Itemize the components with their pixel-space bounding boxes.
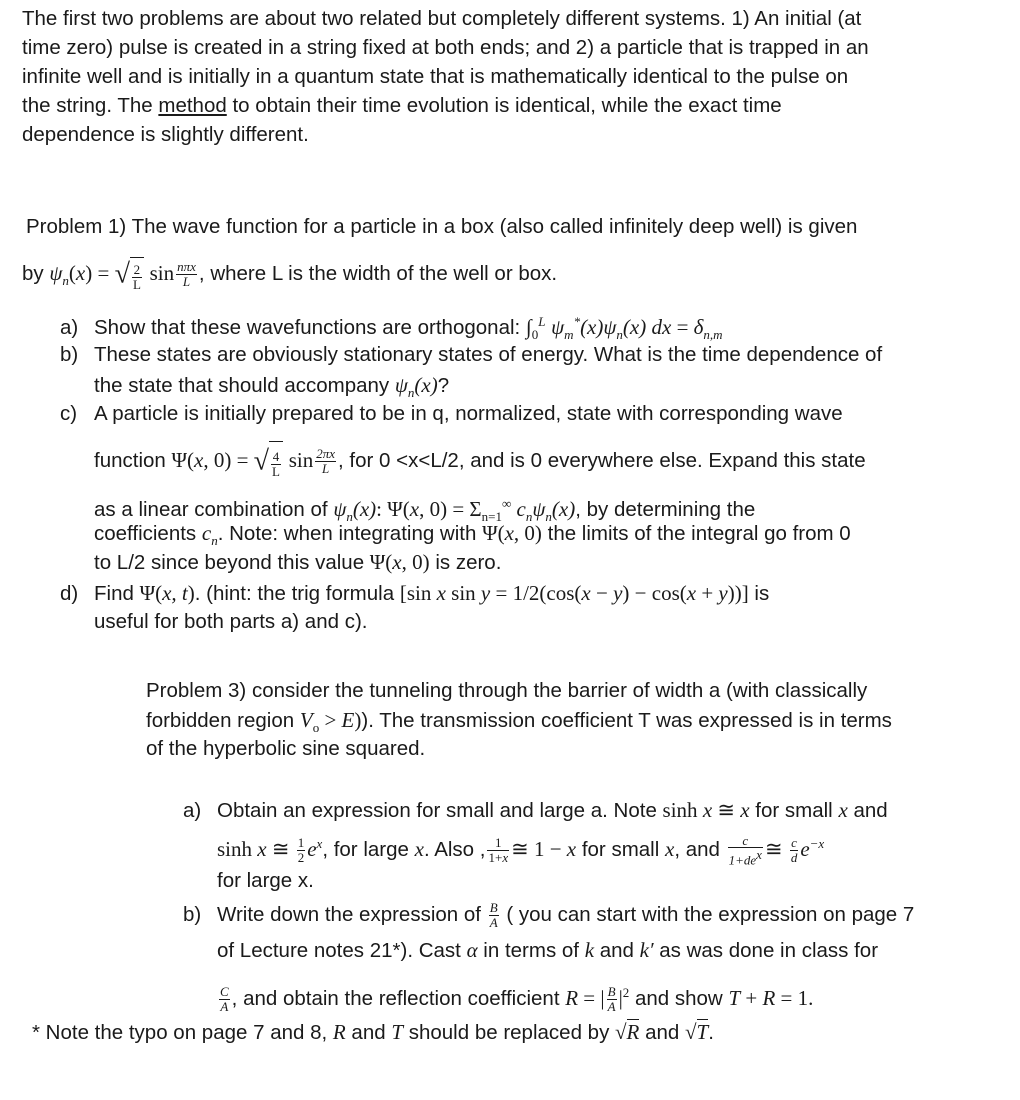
- problem1-part-c-4: coefficients $c_n$. Note: when integrating with Ψ(x, 0) the limits of the integral go from 0: [94, 521, 851, 549]
- method-underlined: method: [158, 94, 227, 117]
- problem1-part-b-2: the state that should accompany $\psi_n(x)$?: [94, 373, 450, 401]
- intro-line: the string. The method to obtain their time evolution is identical, while the exact time: [22, 94, 782, 117]
- footnote: * Note the typo on page 7 and 8, R and T should be replaced by √R and √T.: [32, 1020, 714, 1044]
- problem3-part-a-2: sinh x ≅ $\frac{1}{2}$ $e^x$, for large x. Also , $\frac{1}{1+x}$ ≅ 1 − x for small x, and $\frac{c}{1+de^x}$ ≅ $\frac{c}{d}$ $e^{-x}$: [217, 832, 825, 868]
- problem3-part-b-3: $\frac{C}{A}$ , and obtain the reflection coefficient R = | $\frac{B}{A}$ $|^2$ and show T + R = 1.: [220, 984, 814, 1015]
- intro-line: time zero) pulse is created in a string fixed at both ends; and 2) a particle that is trapped in an: [22, 36, 869, 59]
- problem1-part-b-1: b) These states are obviously stationary states of energy. What is the time dependence of: [60, 343, 883, 366]
- problem3-part-a-3: for large x.: [217, 869, 314, 892]
- problem1-part-c-3: as a linear combination of $\psi_n(x)$: Ψ(x, $0) = \Sigma_{n=1}^\infty$ $c_n\psi_n(x)$, by determining the: [94, 496, 756, 525]
- intro-paragraph: [22, 4, 1002, 149]
- problem1-definition: by $\psi_n(x)$ = √ $\frac{2}{L}$ sin $\frac{\text{nπx}}{L}$ , where L is the width of the well or box.: [22, 258, 558, 292]
- problem3-part-b-2: of Lecture notes 21*). Cast α in terms of k and k′ as was done in class for: [217, 938, 879, 962]
- problem1-part-d-1: d) Find Ψ(x, t). (hint: the trig formula [sin x sin y = 1/2(cos(x − y) − cos(x + y))] is: [60, 581, 770, 605]
- problem3-line: Problem 3) consider the tunneling through the barrier of width a (with classically: [146, 679, 868, 702]
- problem1-part-c-5: to L/2 since beyond this value Ψ(x, 0) is zero.: [94, 550, 502, 574]
- problem3-part-b-1: b) Write down the expression of $\frac{B}{A}$ ( you can start with the expression on page 7: [183, 900, 915, 931]
- problem3-line: forbidden region $V_o > E$)). The transmission coefficient T was expressed is in terms: [146, 708, 892, 736]
- intro-line: The first two problems are about two related but completely different systems. 1) An initial (at: [22, 7, 862, 30]
- problem3-line: of the hyperbolic sine squared.: [146, 737, 426, 760]
- problem1-part-d-2: useful for both parts a) and c).: [94, 610, 368, 633]
- problem1-part-a: a) Show that these wavefunctions are orthogonal: $\int_0^L$ $\psi_m^*(x)\psi_n(x)$ dx = $\delta_{n,m}$: [60, 314, 723, 343]
- problem1-heading: Problem 1) The wave function for a particle in a box (also called infinitely deep well) is given: [26, 215, 858, 238]
- intro-line: infinite well and is initially in a quantum state that is mathematically identical to the pulse on: [22, 65, 849, 88]
- problem1-part-c-2: function Ψ(x, 0) = √ $\frac{4}{L}$ sin $\frac{2\pi x}{L}$ , for 0 <x<L/2, and is 0 everywhere else. Expand this state: [94, 440, 866, 483]
- problem3-part-a-1: a) Obtain an expression for small and large a. Note sinh x ≅ x for small x and: [183, 798, 888, 822]
- intro-line: dependence is slightly different.: [22, 123, 309, 146]
- problem1-part-c-1: c) A particle is initially prepared to be in q, normalized, state with corresponding wave: [60, 402, 843, 425]
